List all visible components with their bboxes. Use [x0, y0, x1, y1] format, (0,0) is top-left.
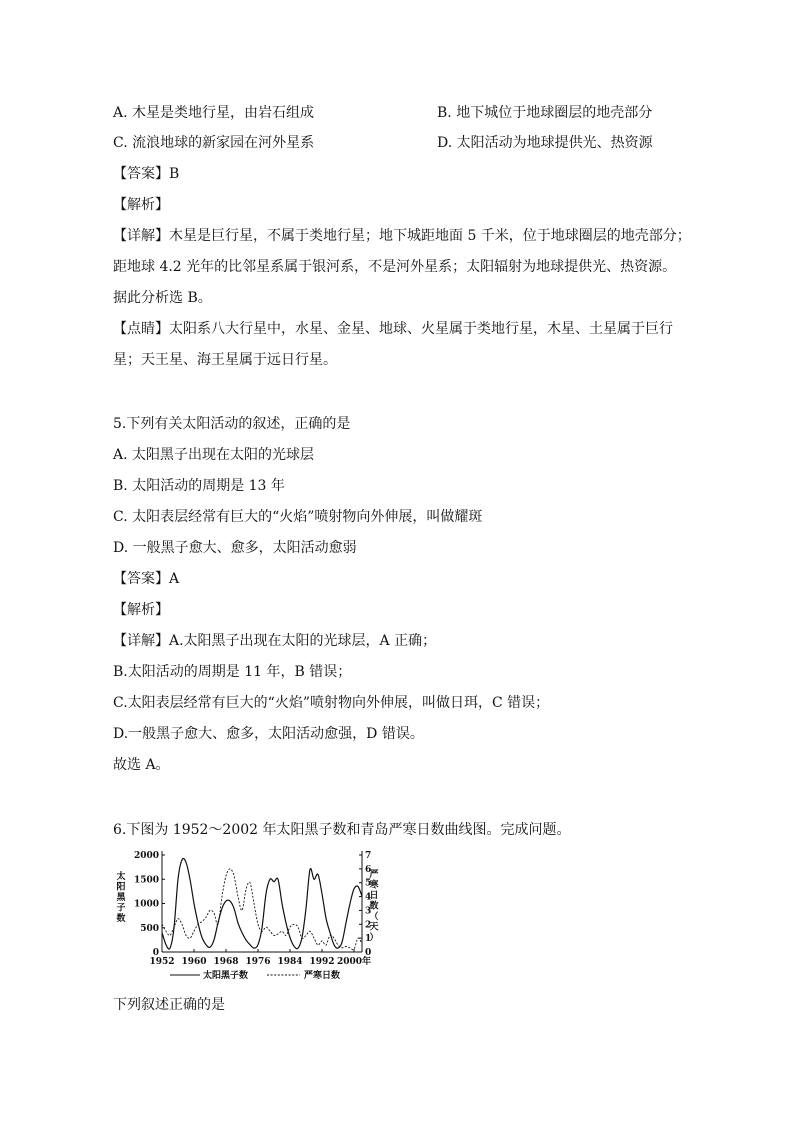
y-axis-label: 太阳黑子数 — [116, 872, 126, 924]
y2-tick-label: 4 — [365, 892, 372, 903]
q4-option-a: A. 木星是类地行星，由岩石组成 — [113, 105, 315, 121]
y-tick-label: 1500 — [133, 875, 159, 886]
q5-option-a: A. 太阳黑子出现在太阳的光球层 — [113, 447, 315, 463]
legend-sunspot-label: 太阳黑子数 — [203, 971, 249, 981]
y2-tick-label: 5 — [365, 878, 372, 889]
y2-tick-label: 7 — [365, 851, 372, 861]
chart-svg — [112, 845, 380, 987]
q4-option-b: B. 地下城位于地球圈层的地壳部分 — [437, 105, 653, 121]
sunspot-cold-days-chart — [112, 845, 380, 987]
q5-option-d: D. 一般黑子愈大、愈多，太阳活动愈弱 — [113, 540, 357, 556]
x-tick-label: 2000年 — [336, 957, 372, 967]
legend-cold-days-label: 严寒日数 — [304, 971, 341, 981]
x-tick-label: 1992 — [309, 957, 335, 967]
q5-option-b: B. 太阳活动的周期是 13 年 — [113, 478, 285, 494]
y2-tick-label: 6 — [365, 864, 372, 875]
x-tick-label: 1976 — [245, 957, 271, 967]
y2-axis-label: 严寒日数（天） — [369, 870, 379, 943]
y-tick-label: 0 — [152, 948, 159, 958]
q6-stem: 6.下图为 1952～2002 年太阳黑子数和青岛严寒日数曲线图。完成问题。 — [113, 822, 571, 838]
y2-tick-label: 3 — [365, 906, 372, 917]
q4-detail-line-3: 据此分析选 B。 — [113, 290, 212, 306]
y-tick-label: 2000 — [133, 851, 159, 861]
q4-tip-line-1: 【点睛】太阳系八大行星中，水星、金星、地球、火星属于类地行星，木星、土星属于巨行 — [113, 321, 673, 337]
y2-tick-label: 2 — [365, 920, 372, 931]
q5-detail-d: D.一般黑子愈大、愈多，太阳活动愈强，D 错误。 — [113, 726, 424, 742]
q4-option-d: D. 太阳活动为地球提供光、热资源 — [437, 135, 653, 151]
y2-tick-label: 0 — [365, 948, 372, 958]
q5-conclusion: 故选 A。 — [113, 757, 170, 773]
q4-detail-line-2: 距地球 4.2 光年的比邻星系属于银河系，不是河外星系；太阳辐射为地球提供光、热资源。 — [113, 259, 677, 275]
x-tick-label: 1952 — [149, 957, 175, 967]
x-tick-label: 1960 — [181, 957, 207, 967]
q5-analysis-heading: 【解析】 — [113, 602, 169, 618]
x-tick-label: 1984 — [277, 957, 303, 967]
y-tick-label: 1000 — [133, 899, 159, 910]
q4-option-c: C. 流浪地球的新家园在河外星系 — [113, 135, 315, 151]
q4-analysis-heading: 【解析】 — [113, 197, 169, 213]
q6-follow-question: 下列叙述正确的是 — [113, 997, 225, 1013]
q5-stem: 5.下列有关太阳活动的叙述，正确的是 — [113, 416, 351, 432]
q5-answer: 【答案】A — [113, 571, 180, 587]
q5-option-c: C. 太阳表层经常有巨大的“火焰”喷射物向外伸展，叫做耀斑 — [113, 509, 483, 525]
q5-detail-a: 【详解】A.太阳黑子出现在太阳的光球层，A 正确； — [113, 633, 437, 649]
q4-detail-line-1: 【详解】木星是巨行星，不属于类地行星；地下城距地面 5 千米，位于地球圈层的地壳部分； — [113, 228, 691, 244]
y2-tick-label: 1 — [365, 934, 372, 945]
q5-detail-b: B.太阳活动的周期是 11 年，B 错误； — [113, 664, 352, 680]
q5-detail-c: C.太阳表层经常有巨大的“火焰”喷射物向外伸展，叫做日珥，C 错误； — [113, 695, 550, 711]
q4-answer: 【答案】B — [113, 166, 180, 182]
q4-tip-line-2: 星；天王星、海王星属于远日行星。 — [113, 352, 337, 368]
x-tick-label: 1968 — [213, 957, 239, 967]
y-tick-label: 500 — [140, 923, 159, 934]
